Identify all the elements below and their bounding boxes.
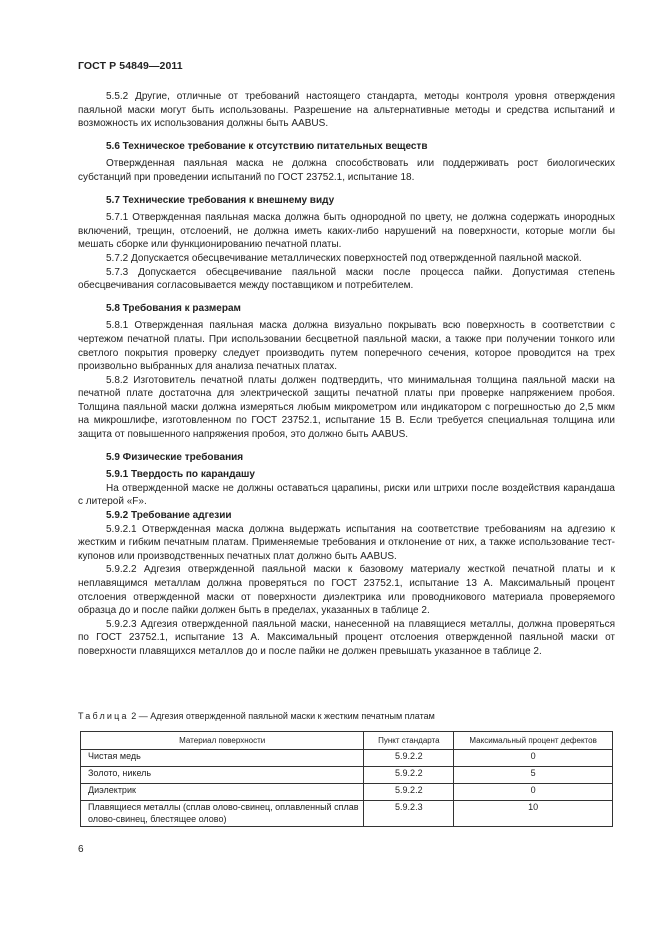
table-row: [81, 784, 613, 801]
column-header-material: Материал поверхности: [81, 732, 364, 750]
table-row: [81, 801, 613, 827]
paragraph-5-7-3: 5.7.3 Допускается обесцвечивание паяльной маски после процесса пайки. Допустимая степень обесцвечивания согласовывается между поставщиком и потребителем.: [78, 266, 615, 292]
column-header-max-defects: Максимальный процент дефектов: [454, 732, 613, 750]
table-cell-max-defects: 10: [454, 801, 613, 827]
paragraph-5-9-2-3: 5.9.2.3 Адгезия отвержденной паяльной маски, нанесенной на плавящиеся металлы, должна проверяться по ГОСТ 23752.1, испытание 13 А. Максимальный процент отслоения отвержденной паяльной маски от поверхности плавящихся металлов до и после пайки не должен превышать указанное в таблице 2.: [78, 618, 615, 657]
paragraph-5-8-1: 5.8.1 Отвержденная паяльная маска должна визуально покрывать всю поверхность в соответствии с чертежом печатной платы. При использовании бесцветной паяльной маски, а также при получении тонкого или светлого покрытия проверку следует производить путем поперечного сечения, которое проводится на трех произвольно выбранных для анализа печатных платах.: [78, 320, 615, 373]
adhesion-table: [80, 731, 613, 827]
table-cell-max-defects: 0: [454, 784, 613, 801]
paragraph-5-9-1: На отвержденной маске не должны оставаться царапины, риски или штрихи после воздействия карандаша с литерой «F».: [78, 482, 615, 508]
table-row: [81, 767, 613, 784]
table-caption-title: 2 — Адгезия отвержденной паяльной маски к жестким печатным платам: [128, 711, 435, 721]
standard-header: ГОСТ Р 54849—2011: [78, 60, 183, 72]
paragraph-5-7-2: 5.7.2 Допускается обесцвечивание металлических поверхностей под отвержденной паяльной маской.: [106, 252, 582, 264]
section-heading-5-7: 5.7 Технические требования к внешнему виду: [106, 194, 335, 206]
table-cell-material: Диэлектрик: [81, 784, 364, 801]
table-header-row: [81, 732, 613, 750]
paragraph-5-5-2: 5.5.2 Другие, отличные от требований настоящего стандарта, методы контроля уровня отверждения паяльной маски могут быть использованы. Разрешение на альтернативные методы и средства испытаний и возможность их использования должны быть AABUS.: [78, 91, 615, 130]
paragraph-5-9-2-2: 5.9.2.2 Адгезия отвержденной паяльной маски к базовому материалу жесткой печатной платы и к неплавящимся металлам должна проверяться по ГОСТ 23752.1, испытание 13 А. Максимальный процент отслоения отвержденной маски от поверхности диэлектрика или проводникового материала проверяемого образца до и после пайки должен быть в пределах, указанных в таблице 2.: [78, 564, 615, 617]
document-body: [78, 90, 615, 659]
table-caption-label: Таблица: [78, 711, 129, 721]
paragraph-5-6: Отвержденная паяльная маска не должна способствовать или поддерживать рост биологических субстанций при проведении испытаний по ГОСТ 23752.1, испытание 18.: [78, 158, 615, 183]
table-cell-clause: 5.9.2.2: [364, 784, 454, 801]
table-cell-max-defects: 5: [454, 767, 613, 784]
column-header-clause: Пункт стандарта: [364, 732, 454, 750]
paragraph-5-8-2: 5.8.2 Изготовитель печатной платы должен подтвердить, что минимальная толщина паяльной маски на печатной плате достаточна для электрической защиты печатной платы при проверке напряжением пробоя. Толщина паяльной маски должна измеряться любым микрометром или индикатором с погрешностью до 2,5 мкм на микрошлифе, изготовленном по ГОСТ 23752.1, испытание 15 В. Если требуется специальная толщина или защита от повышенного напряжения пробоя, это должно быть AABUS.: [78, 374, 615, 441]
table-cell-material: Золото, никель: [81, 767, 364, 784]
table-cell-material: Плавящиеся металлы (сплав олово-свинец, оплавленный сплав олово-свинец, блестящее олово): [81, 801, 364, 827]
table-caption: [78, 711, 435, 721]
subsection-heading-5-9-1: 5.9.1 Твердость по карандашу: [106, 469, 255, 481]
table-row: [81, 750, 613, 767]
section-heading-5-6: 5.6 Техническое требование к отсутствию питательных веществ: [106, 140, 428, 152]
page-number: 6: [78, 844, 84, 855]
table-cell-clause: 5.9.2.3: [364, 801, 454, 827]
table-cell-clause: 5.9.2.2: [364, 767, 454, 784]
table-cell-clause: 5.9.2.2: [364, 750, 454, 767]
table-cell-material: Чистая медь: [81, 750, 364, 767]
paragraph-5-9-2-1: 5.9.2.1 Отвержденная маска должна выдержать испытания на соответствие требованиям на адгезию к жестким и гибким печатным платам. Применяемые требования и отклонение от них, а также использование тест-купонов или производственных печатных плат должно быть AABUS.: [78, 523, 615, 562]
subsection-heading-5-9-2: 5.9.2 Требование адгезии: [106, 510, 232, 522]
paragraph-5-7-1: 5.7.1 Отвержденная паяльная маска должна быть однородной по цвету, не должна содержать инородных включений, трещин, отслоений, не должна иметь каких-либо нарушений на поверхности, которые могли бы мешать сборке или функционированию печатной платы.: [78, 212, 615, 251]
section-heading-5-9: 5.9 Физические требования: [106, 451, 244, 463]
table-cell-max-defects: 0: [454, 750, 613, 767]
section-heading-5-8: 5.8 Требования к размерам: [106, 302, 241, 314]
